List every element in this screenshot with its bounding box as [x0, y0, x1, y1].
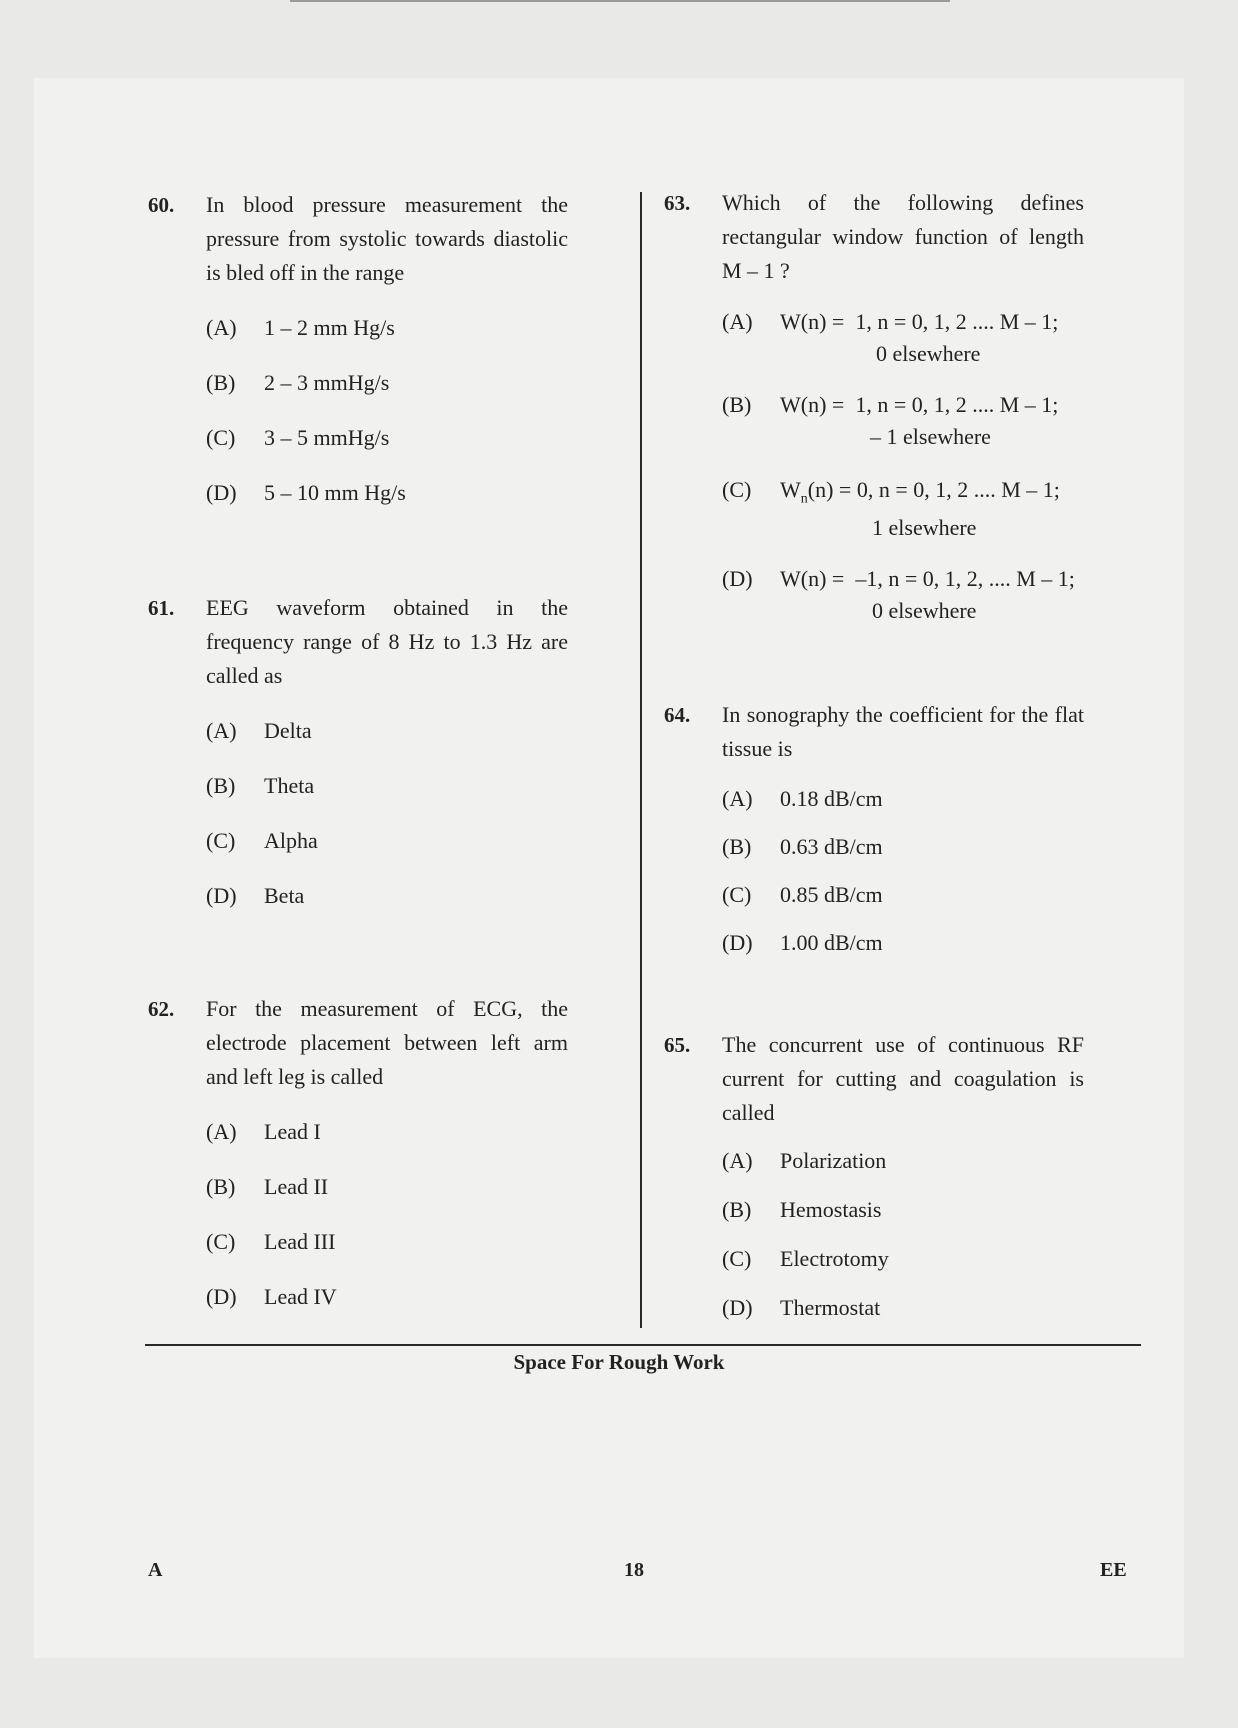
page-number: 18 [624, 1559, 644, 1581]
option-b: (B) 2 – 3 mmHg/s [206, 370, 390, 395]
option-a: (A) W(n) = 1, n = 0, 1, 2 .... M – 1; [722, 309, 1059, 334]
option-c: (C) Electrotomy [722, 1246, 889, 1271]
option-a-line2: 0 elsewhere [876, 341, 981, 366]
question-text: In sonography the coefficient for the flat tissue is [722, 702, 1084, 761]
question-number: 64. [664, 703, 691, 727]
question-number: 65. [664, 1033, 691, 1057]
option-b: (B) Lead II [206, 1174, 329, 1199]
option-c-line2: 1 elsewhere [872, 515, 977, 540]
option-a: (A) Polarization [722, 1148, 887, 1173]
question-text: In blood pressure measurement the pressure from systolic towards diastolic is bled off in the range [206, 192, 568, 285]
rough-work-label: Space For Rough Work [513, 1350, 725, 1374]
question-number: 63. [664, 191, 691, 215]
question-text: EEG waveform obtained in the frequency range of 8 Hz to 1.3 Hz are called as [206, 595, 568, 688]
option-b: (B) Hemostasis [722, 1197, 882, 1222]
option-c: (C) $W_n(n) = 0$, n = 0, 1, 2 .... M – 1; [722, 477, 1060, 507]
question-60 [148, 188, 568, 505]
option-b-line2: – 1 elsewhere [870, 424, 991, 449]
option-d: (D) W(n) = –1, n = 0, 1, 2, .... M – 1; [722, 566, 1075, 591]
question-61 [148, 591, 568, 908]
question-text: Which of the following defines rectangular window function of length M – 1 ? [722, 190, 1084, 283]
question-number: 60. [148, 193, 175, 217]
option-c: (C) 0.85 dB/cm [722, 882, 883, 907]
option-d: (D) Beta [206, 883, 305, 908]
option-c: (C) Lead III [206, 1229, 336, 1254]
question-65 [664, 1028, 1084, 1320]
option-a: (A) 0.18 dB/cm [722, 786, 883, 811]
option-a: (A) 1 – 2 mm Hg/s [206, 315, 395, 340]
question-64 [664, 698, 1084, 955]
question-number: 61. [148, 596, 175, 620]
option-d: (D) Lead IV [206, 1284, 337, 1309]
series-code: A [148, 1559, 163, 1581]
top-edge-line [290, 0, 950, 2]
option-b: (B) Theta [206, 773, 315, 798]
option-d: (D) 1.00 dB/cm [722, 930, 883, 955]
option-b: (B) W(n) = 1, n = 0, 1, 2 .... M – 1; [722, 392, 1059, 417]
question-text: The concurrent use of continuous RF current for cutting and coagulation is called [722, 1032, 1084, 1125]
option-b: (B) 0.63 dB/cm [722, 834, 883, 859]
option-d: (D) 5 – 10 mm Hg/s [206, 480, 406, 505]
option-a: (A) Lead I [206, 1119, 321, 1144]
option-d: (D) Thermostat [722, 1295, 881, 1320]
option-a: (A) Delta [206, 718, 312, 743]
question-number: 62. [148, 997, 175, 1021]
question-62 [148, 992, 568, 1309]
option-c: (C) 3 – 5 mmHg/s [206, 425, 390, 450]
option-d-line2: 0 elsewhere [872, 598, 977, 623]
question-text: For the measurement of ECG, the electrode placement between left arm and left leg is called [206, 996, 568, 1089]
subject-code: EE [1100, 1559, 1127, 1581]
question-63 [664, 186, 1084, 623]
option-c: (C) Alpha [206, 828, 318, 853]
column-divider [640, 192, 642, 1328]
